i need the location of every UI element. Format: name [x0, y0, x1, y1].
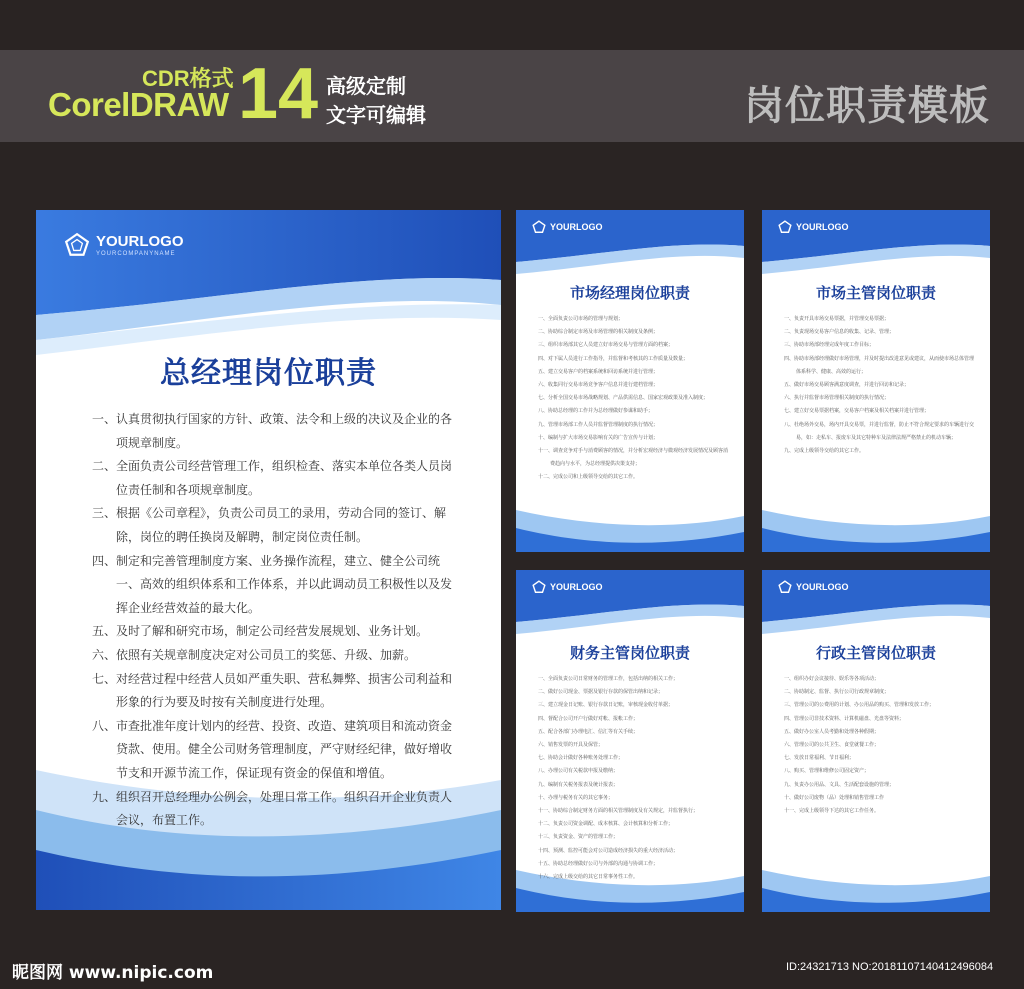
duty-item: 十二、完成公司和上级领导交给的其它工作。: [538, 474, 639, 481]
duty-item: 七、发放日常福利、节日福利；: [784, 755, 855, 762]
logo-text: YOURLOGO: [796, 222, 849, 232]
duty-item: 二、协助综合制定市场及市场管理的相关制度及条例；: [538, 329, 659, 336]
version-number: 14: [238, 54, 319, 134]
board-market-manager: [516, 210, 744, 552]
pentagon-logo-icon: [532, 580, 546, 594]
pentagon-logo-icon: [532, 220, 546, 234]
duty-item: 五、建立交易客户的档案系统和回访系统并进行管理；: [538, 368, 659, 375]
duty-item: 一、全面负责公司市场的管理与规划；: [538, 316, 624, 322]
format-label: CDR格式: [142, 66, 234, 91]
duty-item: 二、做好公司现金、票据及银行存款的保管出纳和记录；: [538, 689, 664, 696]
board-finance-supervisor: [516, 570, 744, 912]
logo-text: YOURLOGO: [796, 582, 849, 592]
duty-item: 七、建立好交易票据档案，交易客户档案及相关档案并进行管理；: [784, 408, 930, 415]
duty-list: [92, 408, 452, 833]
duty-item: 六、管理公司的公共卫生、食堂就餐工作；: [784, 742, 880, 749]
board-general-manager: [36, 210, 501, 910]
board-admin-supervisor: [762, 570, 990, 912]
duty-item: 三、建立现金日记账、银行存款日记账，审核现金收付单据；: [538, 702, 674, 709]
duty-list: [784, 673, 976, 818]
board-title: 市场主管岗位职责: [815, 284, 936, 302]
company-logo: [778, 220, 849, 234]
duty-item: 八、市查批准年度计划内的经营、投资、改造、建筑项目和流动资金贷款、使用。健全公司财务管理制度，严守财经纪律，做好增收节支和开源节流工作，保证现有资金的保值和增值。: [92, 718, 453, 780]
duty-list: [538, 313, 730, 485]
board-market-supervisor: [762, 210, 990, 552]
software-name: CorelDRAW: [48, 86, 229, 123]
duty-item: 十三、负责资金、资产的管理工作；: [538, 834, 619, 841]
duty-item: 十一、调查竞争对手与消费顾客的情况，并分析宏观经济与微观经济发展情况及顾客消费趋向与水平，为总经理提供决策支持；: [538, 448, 729, 468]
logo-text: YOURLOGO: [550, 222, 603, 232]
duty-item: 一、负责开具市场交易票据，并管理交易票据；: [784, 316, 890, 322]
duty-item: 一、认真贯彻执行国家的方针、政策、法令和上级的决议及企业的各项规章制度。: [92, 412, 453, 450]
company-logo: [532, 580, 603, 594]
duty-item: 六、收集同行交易市场竞争客户信息并进行建档管理；: [538, 382, 659, 389]
board-title: 财务主管岗位职责: [569, 644, 690, 662]
duty-item: 八、协助总经理的工作并为总经理做好参谋和助手；: [538, 408, 654, 415]
duty-item: 五、配合各部门办理电汇、信汇等有关手续；: [538, 728, 639, 735]
logo-text: YOURLOGO: [550, 582, 603, 592]
duty-item: 十、做好公司废物（品）处理和销售管理工作: [784, 794, 885, 801]
tag-line-2: 文字可编辑: [326, 103, 426, 127]
company-logo: [64, 232, 184, 258]
duty-item: 五、及时了解和研究市场，制定公司经营发展规划、业务计划。: [92, 624, 429, 639]
duty-item: 七、分析全国交易市场战略规划、产品供需信息、国家宏观政策及准入制度；: [538, 395, 709, 402]
duty-item: 九、管理市场部工作人员并监督管理制度的执行情况；: [538, 421, 659, 428]
duty-item: 一、组织办好会议接待、娱乐等各项活动；: [784, 676, 880, 682]
duty-item: 八、杜绝场外交易，场内开具交易票，并进行监督，防止不符合规定要求的车辆进行交易，如：走私车、报废车及其它特种车及法律法规严格禁止的机动车辆；: [784, 421, 975, 441]
duty-item: 四、协助市场部经理做好市场管理，并及时提出改进意见或建议，从而使市场总体管理体系科学、健康、高效的运行；: [784, 355, 975, 375]
duty-item: 三、根据《公司章程》，负责公司员工的录用，劳动合同的签订、解除，岗位的聘任换岗及解聘，制定岗位责任制。: [92, 506, 447, 544]
logo-text: YOURLOGO: [96, 233, 184, 250]
duty-item: 八、办理公司有关税款申报及缴纳；: [538, 768, 619, 775]
duty-item: 九、负责办公用品、文具、生活配套设施的管理；: [784, 781, 895, 788]
duty-item: 三、组织市场部其它人员建立好市场交易与管理方面的档案；: [538, 342, 674, 349]
duty-item: 四、管理公司非技术资料、计算机磁盘、光盘等资料；: [784, 715, 905, 722]
company-logo: [778, 580, 849, 594]
duty-item: 十、编制与扩大市场交易影响有关的广告宣传与计划；: [538, 434, 659, 441]
duty-item: 九、完成上级领导交给的其它工作。: [784, 448, 865, 455]
duty-item: 十四、预测、监控可能会对公司造成经济损失的重大经济活动；: [538, 847, 679, 854]
duty-item: 十一、完成上级领导下达的其它工作任务。: [784, 808, 880, 815]
duty-item: 六、销售发票的开具及保管；: [538, 742, 604, 749]
duty-item: 一、全面负责公司日常财务的管理工作，包括出纳的相关工作；: [538, 676, 679, 682]
tag-line-1: 高级定制: [326, 74, 406, 98]
pentagon-logo-icon: [778, 220, 792, 234]
duty-item: 十、办理与税务有关的其它事务；: [538, 794, 614, 801]
duty-item: 十六、完成上级交给的其它日常事务性工作。: [538, 874, 639, 881]
duty-list: [538, 673, 730, 884]
duty-item: 五、做好市场交易顾客满意度调查，并进行回访和记录；: [784, 382, 910, 389]
board-title: 市场经理岗位职责: [569, 284, 690, 302]
duty-item: 六、依照有关规章制度决定对公司员工的奖惩、升级、加薪。: [92, 647, 417, 662]
company-logo: [532, 220, 603, 234]
duty-item: 二、协助制定、监督、执行公司行政规章制度；: [784, 689, 890, 696]
duty-item: 十一、协助综合制定财务方面的相关管理制度及有关规定，并监督执行；: [538, 808, 699, 815]
duty-item: 九、编制有关税务报表及统计报表；: [538, 781, 619, 788]
duty-item: 五、做好办公室人员考勤和处理各种假期；: [784, 728, 880, 735]
duty-item: 二、负责现场交易客户信息的收集、记录、管理；: [784, 329, 895, 336]
site-watermark: 昵图网 www.nipic.com: [12, 963, 214, 983]
duty-item: 十二、负责公司资金调配、成本核算、会计核算和分析工作；: [538, 821, 674, 828]
duty-list: [784, 313, 976, 458]
pentagon-logo-icon: [64, 232, 90, 258]
duty-item: 四、对下属人员进行工作指导，并监督和考核其的工作质量及数量；: [538, 355, 689, 362]
duty-item: 六、执行并监督市场管理相关制度的执行情况；: [784, 395, 890, 402]
template-title: 岗位职责模板: [744, 83, 990, 129]
duty-item: 九、组织召开总经理办公例会，处理日常工作。组织召开企业负责人会议，布置工作。: [92, 789, 453, 828]
board-title: 总经理岗位职责: [160, 356, 377, 391]
image-id-label: ID:24321713 NO:20181107140412496084: [786, 961, 994, 973]
duty-item: 二、全面负责公司经营管理工作，组织检查、落实本单位各类人员岗位责任制和各项规章制度。: [92, 459, 453, 497]
logo-subtext: YOURCOMPANYNAME: [96, 251, 176, 257]
duty-item: 七、对经营过程中经营人员如严重失职、营私舞弊、损害公司利益和形象的行为要及时按有关制度进行处理。: [92, 671, 453, 710]
duty-item: 十五、协助总经理做好公司与外部的沟通与协调工作；: [538, 860, 659, 867]
duty-item: 七、协助会计做好各种账务处理工作；: [538, 755, 624, 762]
duty-item: 八、购买、管理和维修公司固定资产；: [784, 768, 870, 775]
duty-item: 三、管理公司的公费用的计划、办公用品的购买、管理和发放工作；: [784, 702, 935, 709]
pentagon-logo-icon: [778, 580, 792, 594]
duty-item: 四、督配合公司开户行做好对帐、报帐工作；: [538, 715, 639, 722]
duty-item: 三、协助市场部经理完成年度工作目标；: [784, 342, 875, 349]
duty-item: 四、制定和完善管理制度方案、业务操作流程，建立、健全公司统一、高效的组织体系和工作体系，并以此调动员工积极性以及发挥企业经营效益的最大化。: [92, 553, 453, 615]
board-title: 行政主管岗位职责: [815, 644, 936, 662]
